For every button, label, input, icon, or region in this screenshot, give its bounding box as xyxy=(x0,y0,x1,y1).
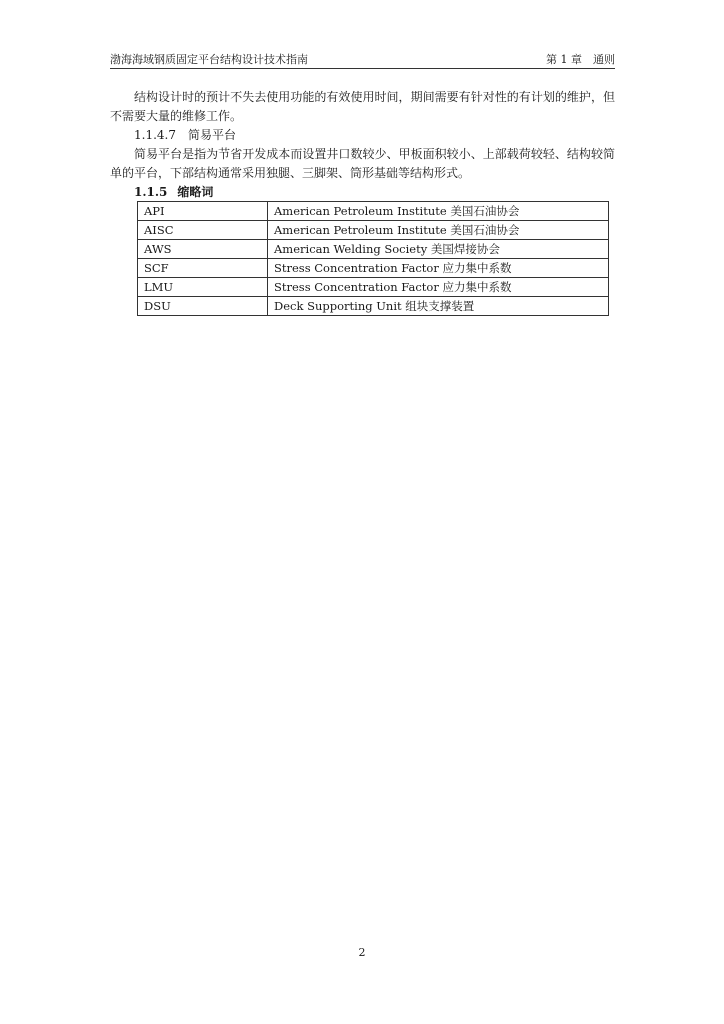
definition-cell: Deck Supporting Unit 组块支撑装置 xyxy=(268,297,609,316)
abbr-cell: API xyxy=(138,202,268,221)
abbr-cell: DSU xyxy=(138,297,268,316)
table-row xyxy=(138,221,609,240)
header-chapter: 第 1 章 通则 xyxy=(546,53,615,66)
paragraph-simple-platform: 简易平台是指为节省开发成本而设置井口数较少、甲板面积较小、上部载荷较轻、结构较简单的平台，下部结构通常采用独腿、三脚架、筒形基础等结构形式。 xyxy=(110,147,615,180)
table-row xyxy=(138,202,609,221)
definition-cell: Stress Concentration Factor 应力集中系数 xyxy=(268,278,609,297)
section-title-text: 缩略词 xyxy=(177,185,214,199)
definition-cell: American Petroleum Institute 美国石油协会 xyxy=(268,202,609,221)
definition-cell: Stress Concentration Factor 应力集中系数 xyxy=(268,259,609,278)
section-heading xyxy=(134,183,213,201)
section-number: 1.1.5 xyxy=(134,185,168,199)
table-row xyxy=(138,240,609,259)
definition-cell: American Welding Society 美国焊接协会 xyxy=(268,240,609,259)
abbr-cell: LMU xyxy=(138,278,268,297)
table-row xyxy=(138,278,609,297)
table-row xyxy=(138,297,609,316)
paragraph-design-life: 结构设计时的预计不失去使用功能的有效使用时间，期间需要有针对性的有计划的维护，但不需要大量的维修工作。 xyxy=(110,90,615,123)
header-title: 渤海海域钢质固定平台结构设计技术指南 xyxy=(110,53,308,66)
abbr-cell: AISC xyxy=(138,221,268,240)
abbreviations-table xyxy=(137,201,609,316)
page-number: 2 xyxy=(358,946,366,959)
table-row xyxy=(138,259,609,278)
page-header xyxy=(110,52,615,69)
subsection-heading: 1.1.4.7 简易平台 xyxy=(134,128,236,142)
abbr-cell: AWS xyxy=(138,240,268,259)
abbr-cell: SCF xyxy=(138,259,268,278)
definition-cell: American Petroleum Institute 美国石油协会 xyxy=(268,221,609,240)
